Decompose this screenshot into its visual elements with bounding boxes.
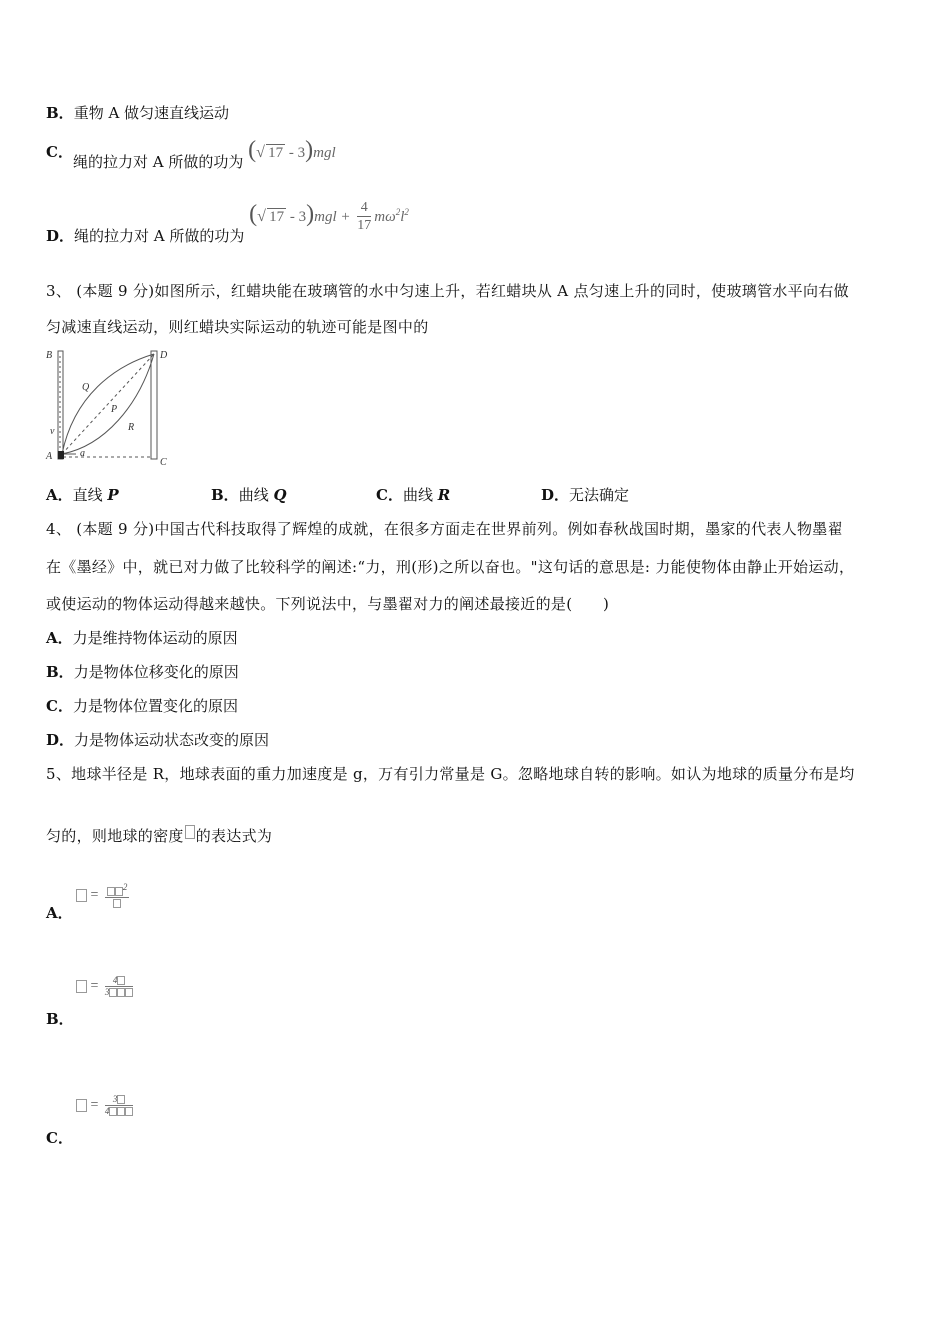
q2-option-b-text: 重物 A 做匀速直线运动 <box>73 104 230 122</box>
q5-option-c-label[interactable]: C． <box>46 1129 73 1147</box>
rho-symbol-icon <box>185 825 195 839</box>
fig-label-r: R <box>128 422 135 433</box>
q2-option-d[interactable] <box>46 200 409 245</box>
line-p <box>62 354 154 454</box>
sqrt-arg: 17 <box>269 208 285 225</box>
q4-option-a-label: A． <box>46 629 73 647</box>
q4-option-c[interactable] <box>46 695 238 716</box>
q4-stem-line1: 4、 (本题 9 分)中国古代科技取得了辉煌的成就，在很多方面走在世界前列。例如春秋战国时期，墨家的代表人物墨翟 <box>46 520 843 538</box>
fig-label-b: B <box>46 350 53 361</box>
fraction-numerator: 4 <box>112 975 118 985</box>
q3-choice-b-var: Q <box>273 486 287 504</box>
superscript: 2 <box>122 882 128 892</box>
superscript: 2 <box>404 206 409 217</box>
q4-option-d-label: D． <box>46 731 75 749</box>
superscript: 2 <box>395 206 401 217</box>
q3-choice-b[interactable] <box>211 484 287 505</box>
fig-label-c: C <box>160 457 167 468</box>
fig-label-d: D <box>160 350 168 361</box>
equals-sign: = <box>90 887 99 903</box>
q2-option-b-label: B． <box>46 104 74 122</box>
q2-option-c-label: C． <box>46 143 73 161</box>
q3-choice-c-label: C． <box>376 486 403 504</box>
q3-choice-c[interactable] <box>376 484 450 505</box>
q5-option-b-formula <box>76 975 133 998</box>
q5-option-c-formula <box>76 1094 133 1117</box>
q4-option-d[interactable] <box>46 729 269 750</box>
q5-stem-line2 <box>46 825 272 846</box>
q5-stem-line2a: 匀的，则地球的密度 <box>46 827 184 845</box>
q4-option-a[interactable] <box>46 627 238 648</box>
rho-symbol-icon <box>76 889 87 902</box>
q5-option-b-label[interactable]: B． <box>46 1010 74 1028</box>
q3-choice-a-var: P <box>107 486 119 504</box>
q3-choice-c-var: R <box>437 486 451 504</box>
formula-tail: mgl <box>313 145 336 161</box>
fraction-denominator: 3 <box>104 987 110 997</box>
q4-stem-line3: 或使运动的物体运动得越来越快。下列说法中，与墨翟对力的阐述最接近的是( ) <box>46 595 610 613</box>
fig-label-p: P <box>111 404 118 415</box>
fraction-numerator: 4 <box>357 200 371 217</box>
q3-choice-b-text: 曲线 <box>238 486 274 504</box>
omega-term: mω <box>374 208 396 225</box>
q3-figure <box>44 346 179 470</box>
q4-option-d-text: 力是物体运动状态改变的原因 <box>74 731 270 749</box>
fraction-denominator: 17 <box>357 218 372 233</box>
q2-option-d-formula: (√ 17 - 3)mgl + $\frac{4}{17}$ $m\omega^2l^2$ <box>249 209 409 225</box>
fraction <box>357 200 371 235</box>
right-tube <box>151 351 157 459</box>
q3-stem-line2: 匀减速直线运动，则红蜡块实际运动的轨迹可能是图中的 <box>46 318 429 336</box>
q3-stem-line1: 3、 (本题 9 分)如图所示，红蜡块能在玻璃管的水中匀速上升，若红蜡块从 A 点匀速上升的同时，使玻璃管水平向右做 <box>46 282 849 300</box>
fig-label-a-accel: a <box>80 448 85 459</box>
q5-stem-line1: 5、地球半径是 R，地球表面的重力加速度是 g，万有引力常量是 G。忽略地球自转的影响。如认为地球的质量分布是均 <box>46 765 855 783</box>
fig-label-q: Q <box>82 382 90 393</box>
q2-option-c[interactable] <box>46 137 336 171</box>
formula-tail: mgl + <box>314 208 351 225</box>
q2-option-d-label: D． <box>46 226 75 245</box>
fraction-denominator: 4 <box>104 1106 110 1116</box>
q5-option-a-formula <box>76 882 129 909</box>
minus-term: - 3 <box>286 208 307 225</box>
q3-choice-c-text: 曲线 <box>402 486 438 504</box>
q2-option-c-formula: (√ 17 - 3)mgl <box>248 145 336 161</box>
q4-option-b-label: B． <box>46 663 74 681</box>
q3-choice-d[interactable] <box>541 484 629 505</box>
q5-option-a-label[interactable]: A． <box>46 904 73 922</box>
fraction-numerator: 3 <box>112 1094 118 1104</box>
q3-choice-d-text: 无法确定 <box>569 486 630 504</box>
sqrt-arg: 17 <box>268 145 284 161</box>
q3-choice-a-text: 直线 <box>72 486 108 504</box>
q2-option-d-text: 绳的拉力对 A 所做的功为 <box>74 226 245 245</box>
rho-symbol-icon <box>76 1099 87 1112</box>
rho-symbol-icon <box>76 980 87 993</box>
wax-block <box>58 451 64 459</box>
equals-sign: = <box>90 978 99 994</box>
q4-option-b[interactable] <box>46 661 239 682</box>
q4-option-b-text: 力是物体位移变化的原因 <box>73 663 239 681</box>
q4-stem-line2: 在《墨经》中，就已对力做了比较科学的阐述:“力，刑(形)之所以奋也。"这句话的意思是: 力能使物体由静止开始运动， <box>46 558 855 576</box>
equals-sign: = <box>90 1097 99 1113</box>
q3-choice-d-label: D． <box>541 486 570 504</box>
fig-label-v: v <box>50 426 55 437</box>
minus-term: - 3 <box>285 145 306 161</box>
q3-choice-b-label: B． <box>211 486 239 504</box>
fig-label-a-point: A <box>46 451 53 462</box>
q4-option-a-text: 力是维持物体运动的原因 <box>72 629 238 647</box>
q5-stem-line2b: 的表达式为 <box>195 827 273 845</box>
q2-option-c-text: 绳的拉力对 A 所做的功为 <box>72 153 244 171</box>
q4-option-c-label: C． <box>46 697 73 715</box>
q2-option-b[interactable] <box>46 102 229 123</box>
q3-choice-a-label: A． <box>46 486 73 504</box>
q4-option-c-text: 力是物体位置变化的原因 <box>72 697 238 715</box>
l-term: l <box>400 208 405 225</box>
q3-choice-a[interactable] <box>46 484 119 505</box>
